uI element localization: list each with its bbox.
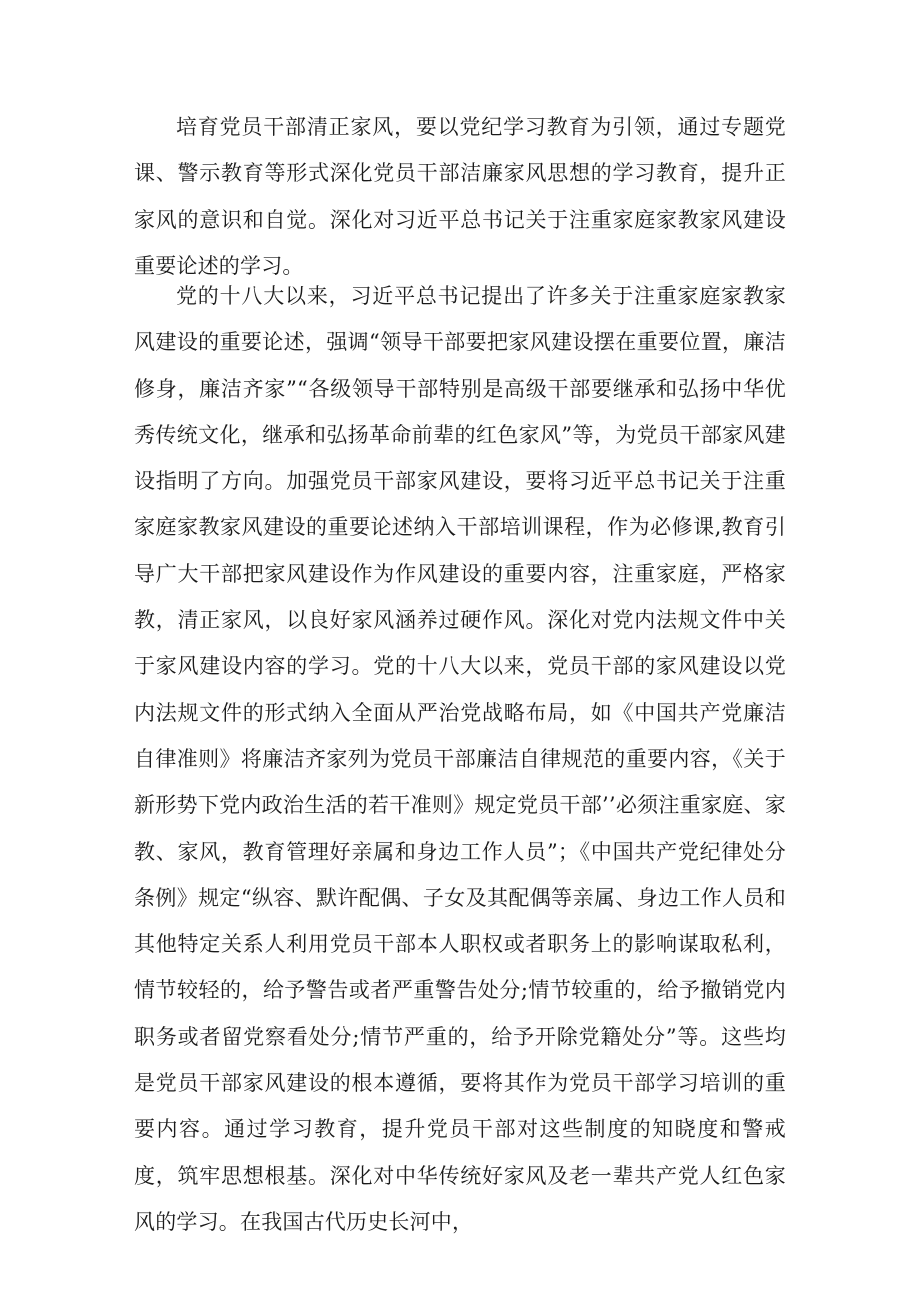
paragraph-2: 党的十八大以来，习近平总书记提出了许多关于注重家庭家教家风建设的重要论述，强调“领导干部要把家风建设摆在重要位置，廉洁修身，廉洁齐家”“各级领导干部特别是高级干部要继承和弘扬中华优秀传统文化，继承和弘扬革命前辈的红色家风”等，为党员干部家风建设指明了方向。加强党员干部家风建设，要将习近平总书记关于注重家庭家教家风建设的重要论述纳入干部培训课程，作为必修课,教育引导广大干部把家风建设作为作风建设的重要内容，注重家庭，严格家教，清正家风，以良好家风涵养过硬作风。深化对党内法规文件中关于家风建设内容的学习。党的十八大以来，党员干部的家风建设以党内法规文件的形式纳入全面从严治党战略布局，如《中国共产党廉洁自律准则》将廉洁齐家列为党员干部廉洁自律规范的重要内容，《关于新形势下党内政治生活的若干准则》规定党员干部’’必须注重家庭、家教、家风，教育管理好亲属和身边工作人员”；《中国共产党纪律处分条例》规定“纵容、默许配偶、子女及其配偶等亲属、身边工作人员和其他特定关系人利用党员干部本人职权或者职务上的影响谋取私利，情节较轻的，给予警告或者严重警告处分;情节较重的，给予撤销党内职务或者留党察看处分;情节严重的，给予开除党籍处分”等。这些均是党员干部家风建设的根本遵循，要将其作为党员干部学习培训的重要内容。通过学习教育，提升党员干部对这些制度的知晓度和警戒度，筑牢思想根基。深化对中华传统好家风及老一辈共产党人红色家风的学习。在我国古代历史长河中， [134,284,786,1234]
paragraph-1: 培育党员干部清正家风，要以党纪学习教育为引领，通过专题党课、警示教育等形式深化党员干部洁廉家风思想的学习教育，提升正家风的意识和自觉。深化对习近平总书记关于注重家庭家教家风建设重要论述的学习。 [134,115,786,278]
